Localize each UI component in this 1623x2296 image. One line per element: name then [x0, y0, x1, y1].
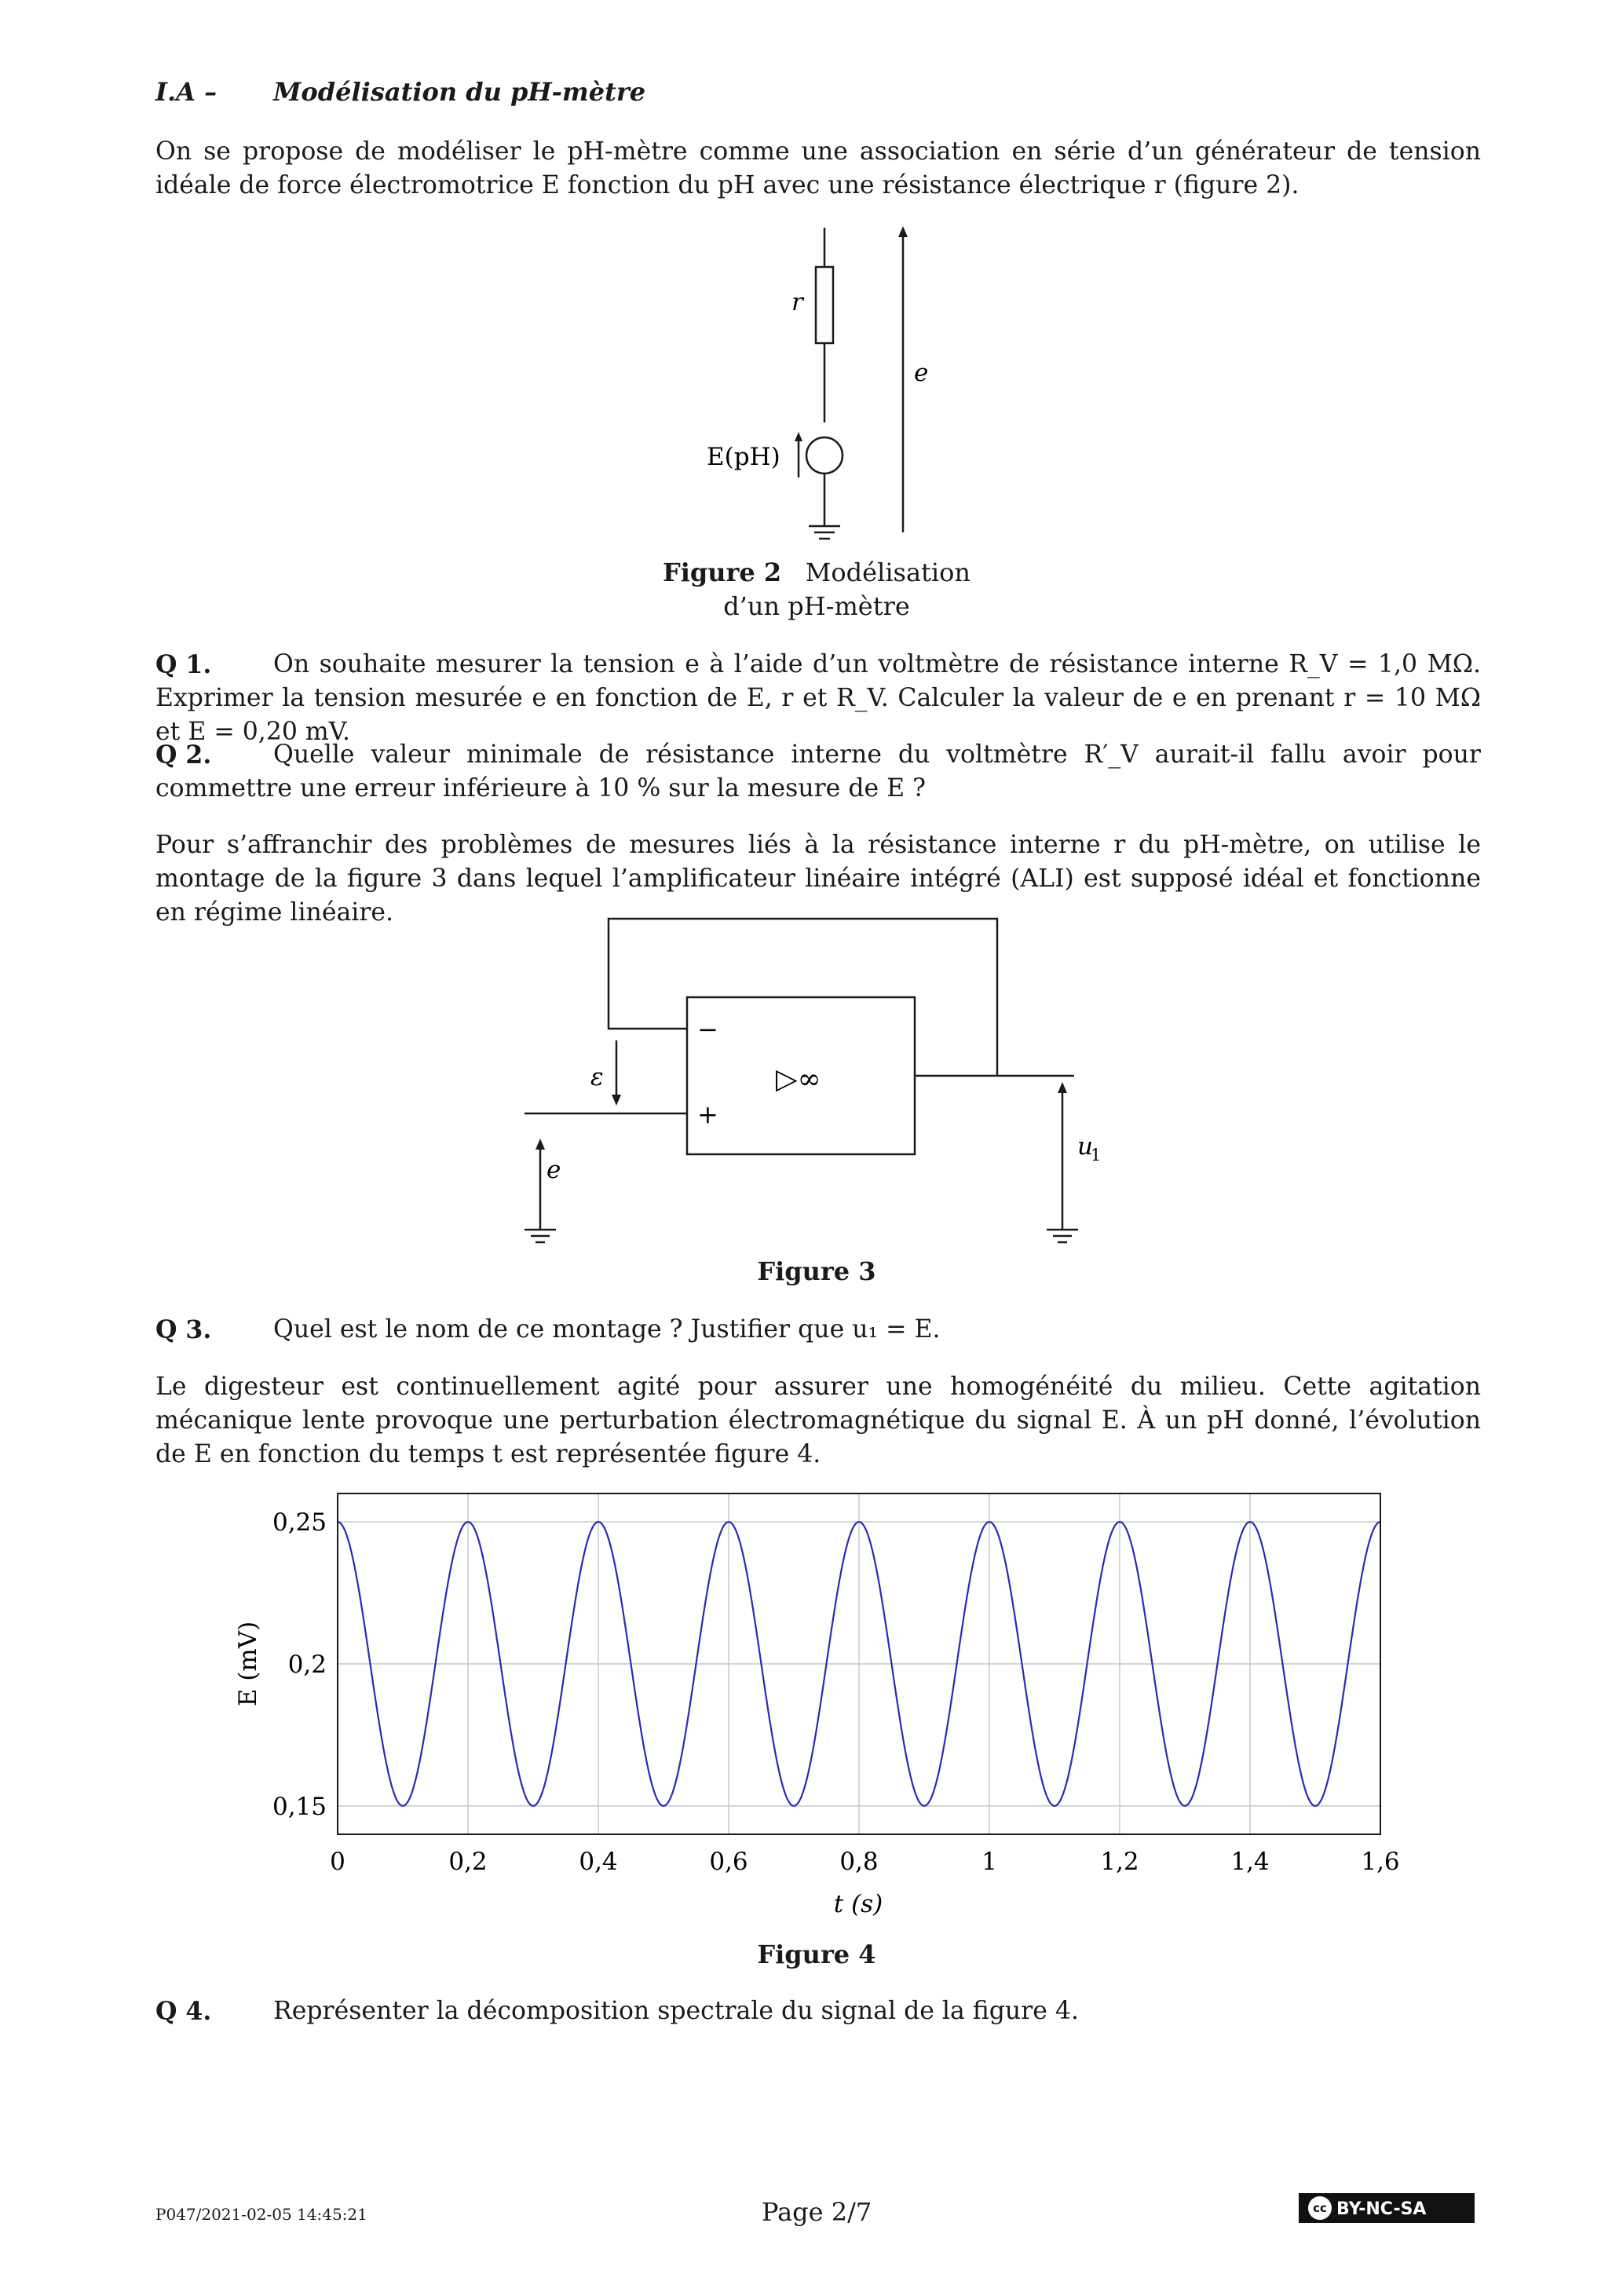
paragraph-3: Le digesteur est continuellement agité pour assurer une homogénéité du milieu. Cette agitation mécanique lente provoque une perturbation électromagnétique du signal E. À un pH donné, l’évolution de E en fonction du temps t est représentée figure 4. — [155, 1373, 1481, 1468]
x-tick-label: 1 — [981, 1848, 997, 1876]
intro-paragraph: On se propose de modéliser le pH-mètre comme une association en série d’un générateur de tension idéale de force électromotrice E fonction du pH avec une résistance électrique r (figure 2). — [155, 137, 1481, 199]
chart-frame — [338, 1493, 1380, 1834]
q3-label: Q 3. — [155, 1315, 212, 1344]
label-r: r — [791, 288, 803, 316]
arrow-icon — [612, 1095, 621, 1106]
ali-plus: + — [697, 1099, 718, 1129]
section-number: I.A – — [155, 77, 217, 107]
x-tick-label: 1,4 — [1230, 1848, 1270, 1876]
figure-3-caption: Figure 3 — [757, 1256, 876, 1286]
q2-label: Q 2. — [155, 740, 212, 770]
x-tick-label: 1,6 — [1361, 1848, 1400, 1876]
page-number: Page 2/7 — [762, 2197, 872, 2227]
voltage-source-icon — [806, 437, 843, 473]
label-e: e — [546, 1156, 561, 1184]
q3-text: Quel est le nom de ce montage ? Justifier que u₁ = E. — [273, 1315, 941, 1344]
label-u1-subscript: 1 — [1091, 1146, 1102, 1164]
label-e: e — [914, 359, 929, 387]
x-tick-label: 0,8 — [839, 1848, 879, 1876]
chart-ylabel: E (mV) — [234, 1621, 262, 1707]
label-E-pH: E(pH) — [707, 443, 780, 471]
x-tick-label: 0,2 — [448, 1848, 488, 1876]
label-u1: u — [1077, 1132, 1093, 1161]
figure-4-caption: Figure 4 — [757, 1940, 876, 1969]
section-heading — [155, 77, 645, 107]
q4-text: Représenter la décomposition spectrale du signal de la figure 4. — [273, 1997, 1079, 2025]
chart-series-line — [338, 1522, 1380, 1806]
figure-2-caption: Figure 2 Modélisation d’un pH-mètre — [662, 558, 971, 621]
q1-text: On souhaite mesurer la tension e à l’aide d’un voltmètre de résistance interne R_V = 1,0 MΩ. Exprimer la tension mesurée e en fonction de E, r et R_V. Calculer la valeur de e en prenant r = 10 MΩ et E = 0,20 mV. — [155, 650, 1481, 746]
chart-grid — [338, 1493, 1380, 1834]
paragraph-2: Pour s’affranchir des problèmes de mesures liés à la résistance interne r du pH-mètre, on utilise le montage de la figure 3 dans lequel l’amplificateur linéaire intégré (ALI) est supposé idéal et fonctionne en régime linéaire. — [155, 831, 1481, 927]
resistor-r — [816, 267, 833, 343]
arrow-icon — [1058, 1082, 1067, 1093]
arrow-icon — [795, 432, 802, 441]
arrow-icon — [898, 226, 908, 237]
arrow-icon — [536, 1139, 545, 1150]
license-text: BY-NC-SA — [1336, 2199, 1427, 2219]
figure-3-circuit — [503, 911, 1115, 1264]
ali-symbol: ▷∞ — [776, 1063, 821, 1095]
y-tick-label: 0,15 — [272, 1792, 327, 1821]
x-tick-label: 1,2 — [1100, 1848, 1139, 1876]
label-epsilon: ε — [590, 1063, 604, 1091]
q4-label: Q 4. — [155, 1997, 212, 2026]
ali-minus: − — [697, 1015, 718, 1044]
cc-icon: cc — [1308, 2196, 1332, 2220]
x-tick-label: 0,6 — [709, 1848, 748, 1876]
q2-text: Quelle valeur minimale de résistance interne du voltmètre R′_V aurait-il fallu avoir pour commettre une erreur inférieure à 10 % sur la mesure de E ? — [155, 740, 1481, 803]
section-title: Modélisation du pH-mètre — [273, 77, 646, 107]
license-badge — [1299, 2193, 1475, 2223]
footer-code: P047/2021-02-05 14:45:21 — [155, 2205, 367, 2224]
x-tick-label: 0 — [330, 1848, 345, 1876]
y-tick-label: 0,25 — [272, 1508, 327, 1537]
y-tick-label: 0,2 — [287, 1651, 327, 1679]
x-tick-label: 0,4 — [579, 1848, 618, 1876]
chart-xlabel: t (s) — [833, 1890, 883, 1918]
q1-label: Q 1. — [155, 650, 212, 679]
figure-2-circuit — [691, 220, 942, 550]
